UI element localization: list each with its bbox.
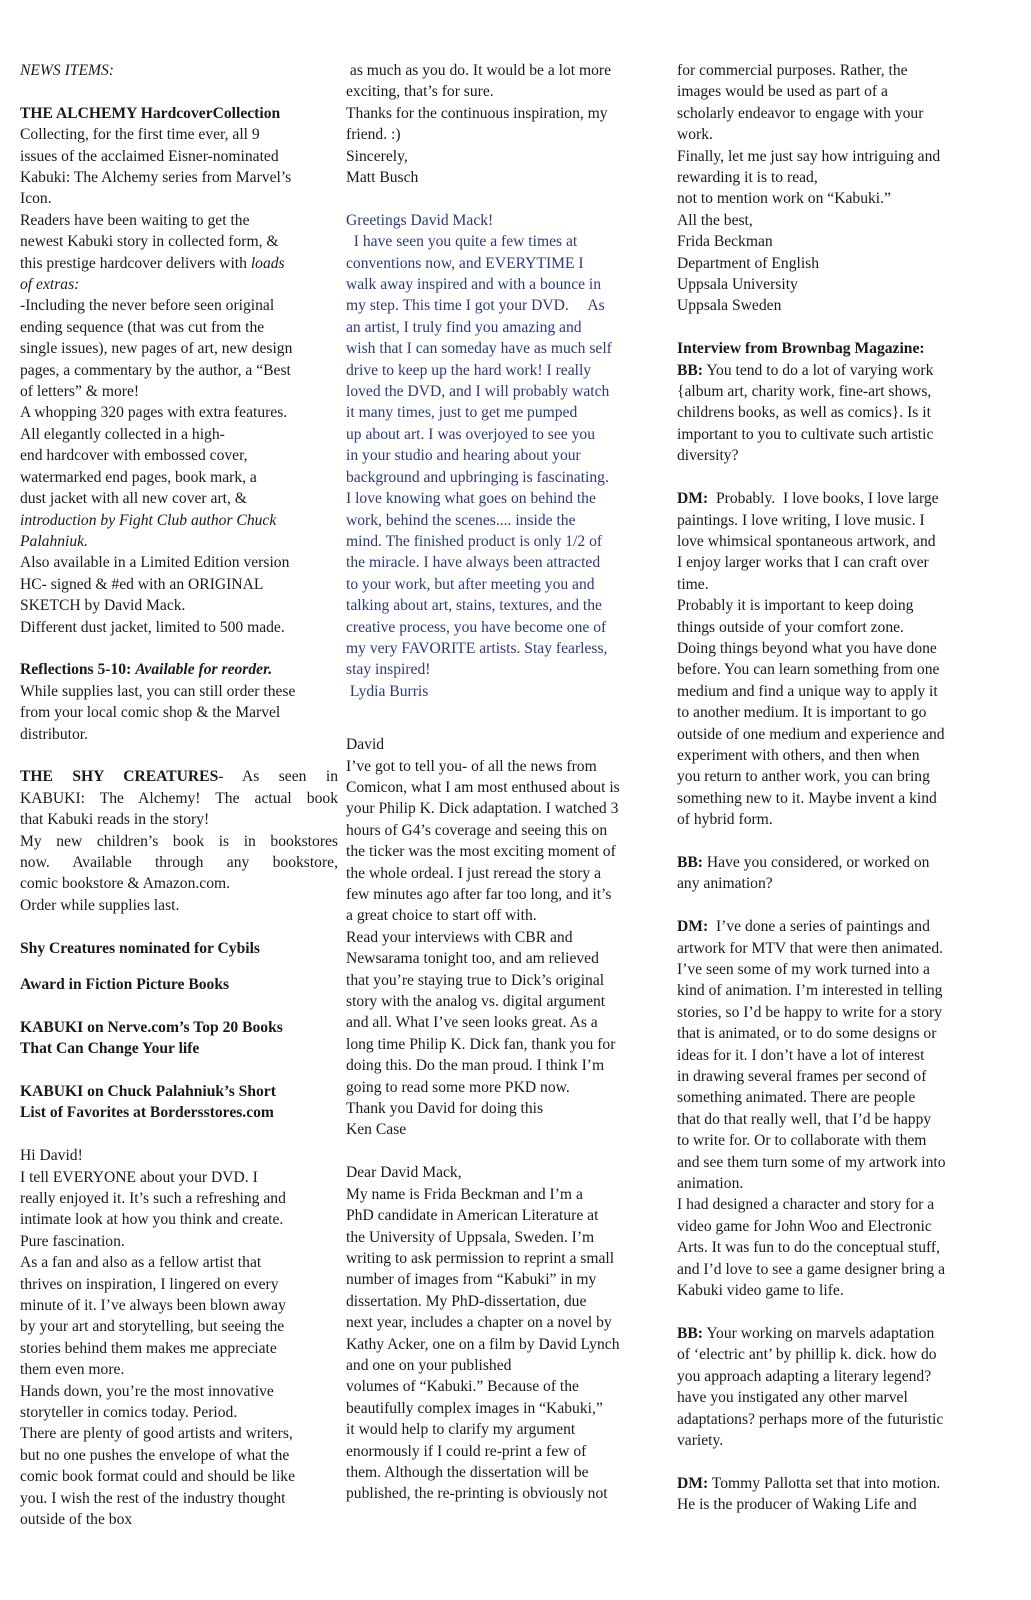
letter-line: walk away inspired and with a bounce in: [346, 276, 602, 294]
letter-line: I’ve got to tell you- of all the news from: [346, 757, 597, 775]
letter-line: Thanks for the continuous inspiration, my: [346, 104, 608, 122]
letter-line: loved the DVD, and I will probably watch: [346, 383, 610, 401]
letter-line: Comicon, what I am most enthused about is: [346, 778, 620, 796]
body-line: experiment with others, and then when: [677, 746, 920, 764]
body-line: My new children’s book is in bookstores: [20, 832, 338, 850]
letter-line: dissertation. My PhD-dissertation, due: [346, 1292, 587, 1310]
body-line: time.: [677, 575, 709, 593]
letter-line: As a fan and also as a fellow artist that: [20, 1254, 262, 1272]
letter-line: stay inspired!: [346, 661, 431, 679]
reflections-heading: Reflections 5-10: Available for reorder.: [20, 661, 273, 679]
letter-line: work, behind the scenes.... inside the: [346, 511, 576, 529]
body-line: pages, a commentary by the author, a “Best: [20, 361, 291, 379]
letter-line: wish that I can someday have as much self: [346, 340, 612, 358]
body-line: of extras:: [20, 276, 80, 294]
body-line: you approach adapting a literary legend?: [677, 1367, 932, 1385]
alchemy-title: THE ALCHEMY HardcoverCollection: [20, 104, 281, 122]
body-line: from your local comic shop & the Marvel: [20, 704, 281, 722]
body-line: and see them turn some of my artwork into: [677, 1153, 946, 1171]
body-line: Icon.: [20, 190, 52, 208]
letter-line: conventions now, and EVERYTIME I: [346, 254, 584, 272]
body-line: in drawing several frames per second of: [677, 1068, 927, 1086]
body-line: important to you to cultivate such artistic: [677, 425, 934, 443]
body-line: A whopping 320 pages with extra features.: [20, 404, 288, 422]
letter-line: images would be used as part of a: [677, 83, 888, 101]
body-line: Kabuki video game to life.: [677, 1282, 844, 1300]
letter-line: but no one pushes the envelope of what the: [20, 1446, 290, 1464]
letter-line: your Philip K. Dick adaptation. I watched 3: [346, 800, 619, 818]
letter-line: the University of Uppsala, Sweden. I’m: [346, 1228, 595, 1246]
body-line: Palahniuk.: [20, 532, 88, 550]
letter-line: writing to ask permission to reprint a small: [346, 1249, 615, 1267]
letter-line: Sincerely,: [346, 147, 408, 165]
body-line: I’ve seen some of my work turned into a: [677, 961, 930, 978]
letter-line: them. Although the dissertation will be: [346, 1463, 589, 1481]
column-left: [20, 60, 338, 1531]
cybils-heading: Shy Creatures nominated for Cybils: [20, 939, 260, 957]
body-line: Readers have been waiting to get the: [20, 211, 250, 229]
letter-line: background and upbringing is fascinating.: [346, 468, 609, 486]
body-line: ideas for it. I don’t have a lot of interest: [677, 1046, 925, 1064]
letter-line: Newsarama tonight too, and am relieved: [346, 950, 599, 968]
letter-line: published, the re-printing is obviously not: [346, 1485, 608, 1503]
body-line: and I’d love to see a game designer bring a: [677, 1260, 946, 1278]
body-line: something new to it. Maybe invent a kind: [677, 789, 937, 807]
letter-line: long time Philip K. Dick fan, thank you for: [346, 1035, 616, 1053]
body-line: have you instigated any other marvel: [677, 1389, 908, 1407]
body-line: single issues), new pages of art, new design: [20, 340, 293, 358]
letter-line: story with the analog vs. digital argument: [346, 993, 606, 1011]
body-line: video game for John Woo and Electronic: [677, 1217, 932, 1235]
body-line: outside of one medium and experience and: [677, 725, 945, 743]
body-line: artwork for MTV that were then animated.: [677, 939, 944, 957]
letter-line: Uppsala University: [677, 276, 798, 294]
body-line: Collecting, for the first time ever, all 9: [20, 126, 260, 144]
letter-line: Department of English: [677, 254, 820, 272]
nerve-heading: That Can Change Your life: [20, 1040, 200, 1058]
letter-line: Matt Busch: [346, 169, 419, 187]
letter-line: exciting, that’s for sure.: [346, 83, 494, 101]
letter-line: them even more.: [20, 1361, 125, 1379]
nerve-heading: KABUKI on Nerve.com’s Top 20 Books: [20, 1018, 283, 1036]
letter-line: Pure fascination.: [20, 1232, 125, 1250]
letter-line: my very FAVORITE artists. Stay fearless,: [346, 639, 608, 657]
letter-line: beautifully complex images in “Kabuki,”: [346, 1399, 603, 1417]
letter-line: creative process, you have become one of: [346, 618, 607, 636]
column-middle: [346, 60, 662, 1505]
palahniuk-heading: List of Favorites at Bordersstores.com: [20, 1104, 274, 1122]
body-line: I had designed a character and story for a: [677, 1196, 935, 1214]
letter-line: the ticker was the most exciting moment of: [346, 843, 616, 861]
letter-line: I have seen you quite a few times at: [346, 233, 578, 251]
body-line: Arts. It was fun to do the conceptual stuff,: [677, 1239, 941, 1257]
body-line: this prestige hardcover delivers with loads: [20, 254, 285, 272]
palahniuk-heading: KABUKI on Chuck Palahniuk’s Short: [20, 1083, 276, 1100]
lydia-letter: [346, 210, 662, 702]
column-right: [677, 60, 993, 1516]
body-line: Different dust jacket, limited to 500 made.: [20, 618, 285, 636]
body-line: {album art, charity work, fine-art shows,: [677, 383, 932, 401]
body-line: Also available in a Limited Edition version: [20, 554, 290, 572]
letter-line: Hands down, you’re the most innovative: [20, 1382, 274, 1400]
letter-line: I tell EVERYONE about your DVD. I: [20, 1168, 258, 1186]
letter-line: Hi David!: [20, 1147, 83, 1165]
letter-line: outside of the box: [20, 1511, 133, 1529]
letter-line: Ken Case: [346, 1121, 407, 1139]
letter-line: going to read some more PKD now.: [346, 1078, 570, 1096]
letter-line: the whole ordeal. I just reread the story a: [346, 864, 602, 882]
letter-line: you. I wish the rest of the industry thought: [20, 1489, 286, 1507]
body-line: Kabuki: The Alchemy series from Marvel’s: [20, 169, 292, 187]
letter-line: for commercial purposes. Rather, the: [677, 62, 908, 79]
body-line: that is animated, or to do some designs or: [677, 1025, 937, 1043]
letter-line: not to mention work on “Kabuki.”: [677, 190, 891, 208]
letter-line: Kathy Acker, one on a film by David Lynch: [346, 1335, 620, 1353]
body-line: watermarked end pages, book mark, a: [20, 468, 257, 486]
body-line: issues of the acclaimed Eisner-nominated: [20, 147, 279, 165]
letter-line: intimate look at how you think and create.: [20, 1211, 284, 1229]
letter-line: volumes of “Kabuki.” Because of the: [346, 1378, 579, 1396]
body-line: love whimsical spontaneous artwork, and: [677, 532, 936, 550]
body-line: introduction by Fight Club author Chuck: [20, 511, 277, 529]
body-line: ending sequence (that was cut from the: [20, 318, 265, 336]
letter-line: Read your interviews with CBR and: [346, 928, 573, 946]
body-line: kind of animation. I’m interested in telling: [677, 982, 943, 1000]
news-items-heading: NEWS ITEMS:: [20, 62, 114, 79]
letter-line: scholarly endeavor to engage with your: [677, 104, 924, 122]
body-line: of hybrid form.: [677, 811, 773, 829]
body-line: variety.: [677, 1431, 724, 1449]
interview-question: BB: Have you considered, or worked on: [677, 853, 930, 871]
letter-line: friend. :): [346, 126, 401, 144]
shy-creatures-heading: THE SHY CREATURES- As seen in: [20, 768, 338, 786]
letter-line: enormously if I could re-print a few of: [346, 1442, 587, 1460]
body-line: end hardcover with embossed cover,: [20, 447, 248, 465]
interview-heading: Interview from Brownbag Magazine:: [677, 340, 925, 358]
body-line: that Kabuki reads in the story!: [20, 811, 210, 829]
body-line: now. Available through any bookstore,: [20, 853, 338, 871]
body-line: to another medium. It is important to go: [677, 704, 927, 722]
letter-line: the miracle. I have always been attracted: [346, 554, 601, 572]
letter-line: Frida Beckman: [677, 233, 773, 251]
letter-line: next year, includes a chapter on a novel by: [346, 1314, 612, 1332]
letter-line: All the best,: [677, 211, 753, 229]
letter-line: My name is Frida Beckman and I’m a: [346, 1185, 583, 1203]
body-line: animation.: [677, 1175, 744, 1193]
letter-line: Lydia Burris: [346, 682, 429, 700]
body-line: paintings. I love writing, I love music. I: [677, 511, 925, 529]
letter-line: Dear David Mack,: [346, 1164, 462, 1182]
letter-line: as much as you do. It would be a lot more: [346, 62, 612, 79]
body-line: Order while supplies last.: [20, 896, 180, 914]
body-line: stories, so I’d be happy to write for a story: [677, 1003, 943, 1021]
body-line: any animation?: [677, 875, 773, 893]
letter-line: hours of G4’s coverage and seeing this on: [346, 821, 608, 839]
body-line: to write for. Or to collaborate with them: [677, 1132, 927, 1150]
letter-line: Finally, let me just say how intriguing and: [677, 147, 941, 165]
letter-line: Greetings David Mack!: [346, 211, 494, 229]
letter-line: to your work, but after meeting you and: [346, 575, 595, 593]
body-line: dust jacket with all new cover art, &: [20, 490, 247, 508]
letter-line: by your art and storytelling, but seeing the: [20, 1318, 285, 1336]
letter-line: PhD candidate in American Literature at: [346, 1207, 599, 1225]
interview-answer: DM: I’ve done a series of paintings and: [677, 918, 930, 936]
letter-line: mind. The finished product is only 1/2 of: [346, 532, 603, 550]
body-line: you return to anther work, you can bring: [677, 768, 930, 786]
letter-line: David: [346, 736, 385, 754]
body-line: childrens books, as well as comics}. Is it: [677, 404, 931, 422]
letter-line: a great choice to start off with.: [346, 907, 537, 925]
letter-line: Thank you David for doing this: [346, 1100, 544, 1118]
letter-line: stories behind them makes me appreciate: [20, 1339, 277, 1357]
letter-line: doing this. Do the man proud. I think I’m: [346, 1057, 605, 1075]
letter-line: There are plenty of good artists and writers,: [20, 1425, 293, 1443]
body-line: of ‘electric ant’ by phillip k. dick. how do: [677, 1346, 937, 1364]
cybils-heading: Award in Fiction Picture Books: [20, 976, 230, 993]
interview-answer: DM: Tommy Pallotta set that into motion.: [677, 1474, 941, 1492]
letter-line: thrives on inspiration, I lingered on every: [20, 1275, 279, 1293]
body-line: All elegantly collected in a high-: [20, 425, 225, 443]
body-line: While supplies last, you can still order these: [20, 682, 296, 700]
letter-line: that you’re staying true to Dick’s original: [346, 971, 605, 989]
body-line: that do that really well, that I’d be happy: [677, 1110, 932, 1128]
body-line: before. You can learn something from one: [677, 661, 940, 679]
letter-line: drive to keep up the hard work! I really: [346, 361, 592, 379]
letter-line: I love knowing what goes on behind the: [346, 490, 596, 508]
interview-question: BB: You tend to do a lot of varying work: [677, 361, 934, 379]
letter-line: rewarding it is to read,: [677, 169, 818, 187]
letter-line: really enjoyed it. It’s such a refreshing and: [20, 1190, 286, 1208]
body-line: SKETCH by David Mack.: [20, 597, 186, 615]
body-line: of letters” & more!: [20, 383, 140, 401]
letter-line: and all. What I’ve seen looks great. As a: [346, 1014, 598, 1032]
letter-line: it would help to clarify my argument: [346, 1421, 576, 1439]
letter-line: storyteller in comics today. Period.: [20, 1404, 238, 1422]
letter-line: work.: [677, 126, 713, 144]
body-line: HC- signed & #ed with an ORIGINAL: [20, 575, 264, 593]
body-line: Probably it is important to keep doing: [677, 597, 914, 615]
body-line: He is the producer of Waking Life and: [677, 1496, 917, 1514]
interview-answer: DM: Probably. I love books, I love large: [677, 490, 939, 508]
letter-line: minute of it. I’ve always been blown away: [20, 1297, 286, 1315]
body-line: -Including the never before seen original: [20, 297, 275, 315]
letter-line: talking about art, stains, textures, and the: [346, 597, 602, 615]
letter-line: an artist, I truly find you amazing and: [346, 318, 582, 336]
letter-line: and one on your published: [346, 1356, 512, 1374]
body-line: KABUKI: The Alchemy! The actual book: [20, 789, 338, 807]
interview-question: BB: Your working on marvels adaptation: [677, 1324, 935, 1342]
body-line: something animated. There are people: [677, 1089, 916, 1107]
body-line: I enjoy larger works that I can craft over: [677, 554, 929, 572]
body-line: adaptations? perhaps more of the futuristic: [677, 1410, 944, 1428]
letter-line: up about art. I was overjoyed to see you: [346, 425, 595, 443]
letter-line: in your studio and hearing about your: [346, 447, 581, 465]
letter-line: few minutes ago after far too long, and it’s: [346, 886, 612, 904]
body-line: Doing things beyond what you have done: [677, 639, 937, 657]
body-line: medium and find a unique way to apply it: [677, 682, 938, 700]
letter-line: number of images from “Kabuki” in my: [346, 1271, 597, 1289]
body-line: distributor.: [20, 725, 89, 743]
body-line: newest Kabuki story in collected form, &: [20, 233, 279, 251]
body-line: comic bookstore & Amazon.com.: [20, 875, 231, 893]
body-line: diversity?: [677, 447, 739, 465]
letter-line: comic book format could and should be like: [20, 1468, 295, 1486]
body-line: things outside of your comfort zone.: [677, 618, 904, 636]
letter-line: Uppsala Sweden: [677, 297, 782, 315]
letter-line: my step. This time I got your DVD. As: [346, 297, 605, 315]
letter-line: it many times, just to get me pumped: [346, 404, 578, 422]
